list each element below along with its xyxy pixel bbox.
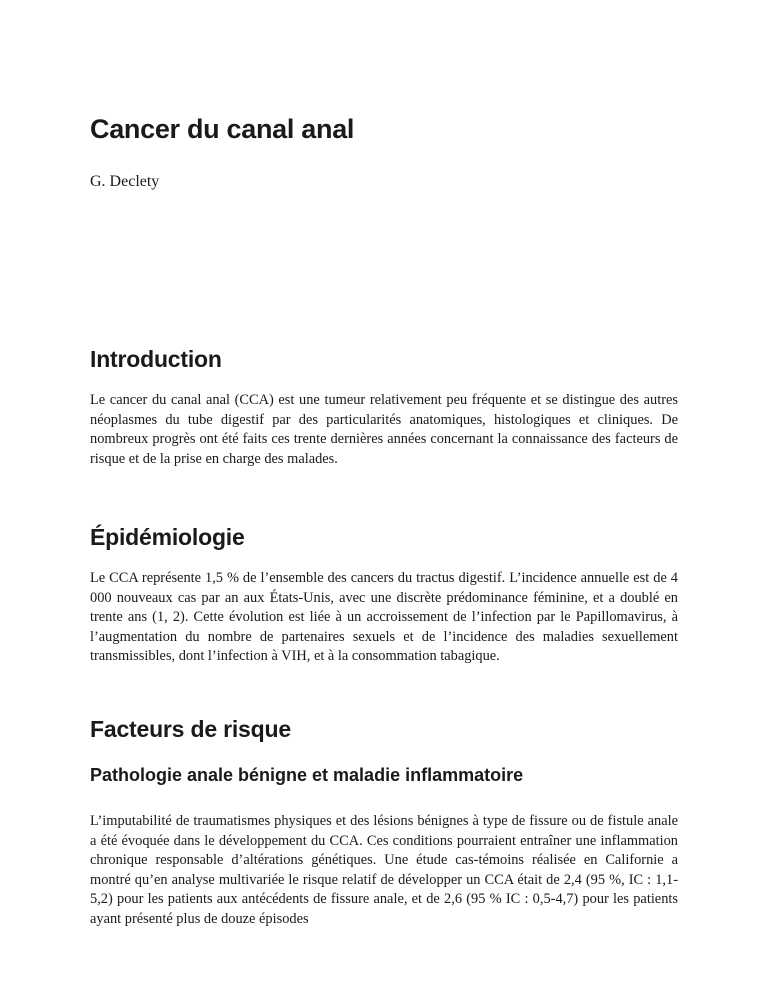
- paragraph-pathologie: L’imputabilité de traumatismes physiques et des lésions bénignes à type de fissure ou de fistule anale a été évoquée dans le développement du CCA. Ces conditions pourraient entraîner une inflammation chronique responsable d’altérations génétiques. Une étude cas-témoins réalisée en Californie a montré qu’en analyse multivariée le risque relatif de développer un CCA était de 2,4 (95 %, IC : 1,1-5,2) pour les patients aux antécédents de fissure anale, et de 2,6 (95 % IC : 0,5-4,7) pour les patients ayant présenté plus de douze épisodes: [90, 813, 678, 927]
- author-name: G. Declety: [90, 173, 160, 190]
- section-heading-introduction: Introduction: [90, 346, 222, 372]
- section-heading-facteurs-de-risque: Facteurs de risque: [90, 716, 291, 742]
- document-title: Cancer du canal anal: [90, 114, 355, 144]
- paragraph-epidemiologie: Le CCA représente 1,5 % de l’ensemble des cancers du tractus digestif. L’incidence annuelle est de 4 000 nouveaux cas par an aux États-Unis, avec une discrète prédominance féminine, et a doublé en trente ans (1, 2). Cette évolution est liée à un accroissement de l’infection par le Papillomavirus, à l’augmentation du nombre de partenaires sexuels et de l’incidence des maladies sexuellement transmissibles, dont l’infection à VIH, et à la consommation tabagique.: [90, 570, 678, 664]
- section-heading-epidemiologie: Épidémiologie: [90, 524, 245, 550]
- paragraph-introduction: Le cancer du canal anal (CCA) est une tumeur relativement peu fréquente et se distingue des autres néoplasmes du tube digestif par des particularités anatomiques, histologiques et cliniques. De nombreux progrès ont été faits ces trente dernières années concernant la connaissance des facteurs de risque et de la prise en charge des malades.: [90, 392, 678, 467]
- subsection-heading-pathologie: Pathologie anale bénigne et maladie inflammatoire: [90, 765, 524, 785]
